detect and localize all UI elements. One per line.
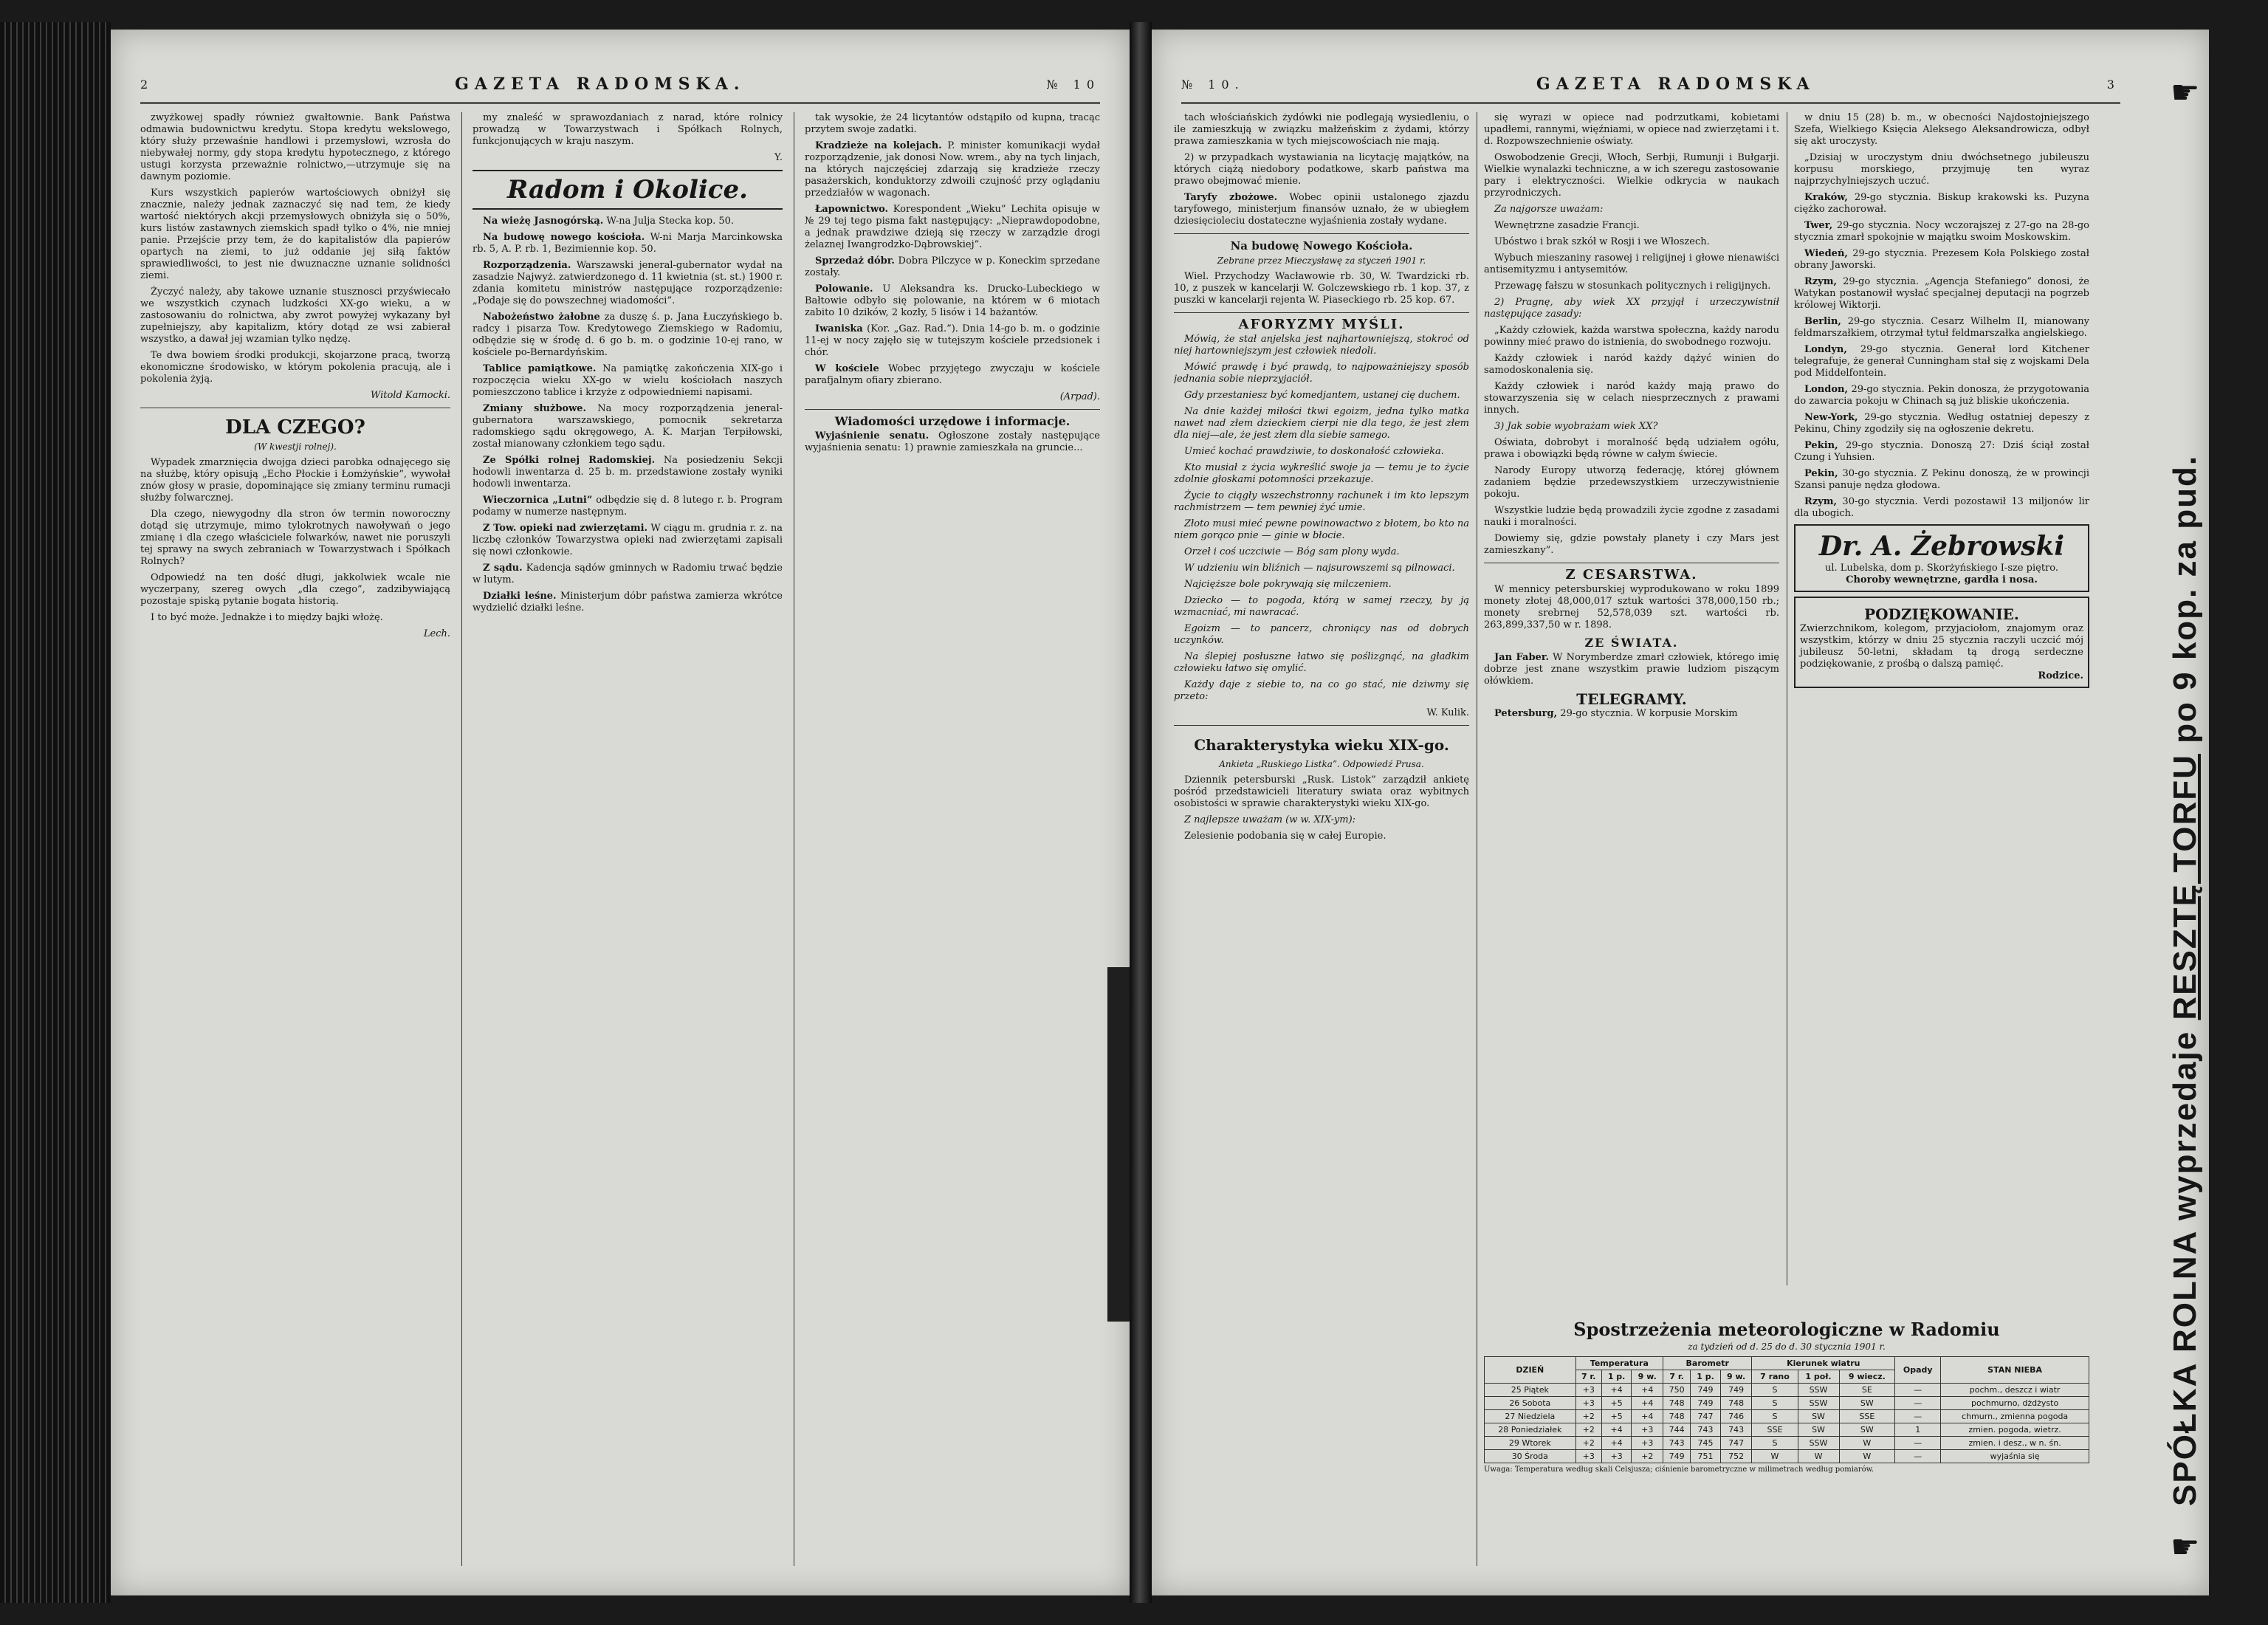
author-signature: Witold Kamocki. [370, 390, 450, 401]
pointing-hand-icon: ☛ [2171, 1528, 2200, 1566]
meteo-table-body [1485, 1384, 2089, 1463]
table-cell: 748 [1663, 1397, 1691, 1410]
aphorism: Życie to ciągły wszechstronny rachunek i im kto lepszym rachmistrzem — tem pewniej żyć umie. [1174, 490, 1469, 513]
paragraph: Wszystkie ludzie będą prowadzili życie zgodne z zasadami nauki i moralności. [1484, 505, 1779, 528]
aphorism: Umieć kochać prawdziwie, to doskonałość człowieka. [1184, 446, 1444, 457]
paragraph: Z najlepsze uważam (w w. XIX-ym): [1184, 814, 1356, 825]
aphorism: Gdy przestaniesz być komedjantem, ustanej cię duchem. [1184, 390, 1460, 401]
bleed-through-strip [1107, 967, 1130, 1322]
aphorism: W udzieniu win bliźnich — najsurowszemi są pilnowaci. [1184, 563, 1455, 574]
table-cell: 747 [1720, 1437, 1752, 1450]
author-signature: Y. [774, 152, 783, 163]
table-cell: +3 [1575, 1397, 1601, 1410]
list-item: Wybuch mieszaniny rasowej i religijnej i głowe nienawiści antisemityzmu i antysemitów. [1484, 252, 1779, 275]
table-cell: 25 Piątek [1485, 1384, 1576, 1397]
right-page-number: 3 [2106, 77, 2120, 92]
paragraph: 3) Jak sobie wyobrażam wiek XX? [1494, 421, 1658, 432]
table-cell: +5 [1601, 1410, 1632, 1423]
table-cell: wyjaśnia się [1941, 1450, 2089, 1463]
table-cell: 26 Sobota [1485, 1397, 1576, 1410]
table-row [1485, 1450, 2089, 1463]
news-item: Taryfy zbożowe. Wobec opinii ustalonego zjazdu taryfowego, ministerjum finansów uznało, że w ubiegłem dziesięcioleciu dostateczne wyjaśnienia zostały wydane. [1174, 192, 1469, 227]
table-cell: — [1895, 1384, 1941, 1397]
news-item: London, 29-go stycznia. Pekin donosza, że przygotowania do zawarcia pokoju w Chinach są już bliskie ukończenia. [1794, 384, 2089, 407]
table-cell: S [1752, 1397, 1798, 1410]
table-cell: +4 [1632, 1397, 1663, 1410]
table-row [1485, 1410, 2089, 1423]
table-cell: +2 [1632, 1450, 1663, 1463]
column-rule [461, 112, 462, 1566]
meteo-subtitle: za tydzień od d. 25 do d. 30 stycznia 1901 r. [1688, 1341, 1886, 1352]
table-cell: 743 [1720, 1423, 1752, 1437]
table-cell: 749 [1691, 1397, 1721, 1410]
meteo-section [1484, 1314, 2089, 1474]
table-cell: W [1839, 1450, 1895, 1463]
paragraph: Oświata, dobrobyt i moralność będą udziałem ogółu, prawa i obowiązki będą równe w całym świecie. [1484, 437, 1779, 460]
author-signature: Lech. [423, 628, 450, 639]
section-heading-official: Wiadomości urzędowe i informacje. [834, 414, 1071, 428]
news-item: Z sądu. Kadencja sądów gminnych w Radomiu trwać będzie w lutym. [472, 563, 783, 585]
paragraph: Te dwa bowiem środki produkcji, skojarzone pracą, tworzą ekonomiczne środowisko, w którym pokolenia pracują, ale i pokolenia żyją. [140, 350, 450, 385]
paragraph: Dla czego, niewygodny dla stron ów termin noworoczny dotąd się utrzymuje, mimo tylokrotnych nawoływań o jego zmianę i dla czego właściciele folwarków, nawet nie poruszyli tej sprawy na swych zebraniach w Towarzystwach i Spółkach Rolnych? [140, 509, 450, 567]
table-cell: 749 [1691, 1384, 1721, 1397]
right-column-2 [1484, 112, 1779, 1285]
table-cell: 749 [1663, 1450, 1691, 1463]
paragraph: Zelesienie podobania się w całej Europie. [1184, 831, 1386, 842]
table-cell: +5 [1601, 1397, 1632, 1410]
news-item: Berlin, 29-go stycznia. Cesarz Wilhelm II, mianowany feldmarszałkiem, otrzymał tytuł feldmarszałka angielskiego. [1794, 316, 2089, 339]
table-cell: 743 [1691, 1423, 1721, 1437]
table-cell: SSW [1798, 1397, 1839, 1410]
table-cell: S [1752, 1437, 1798, 1450]
paragraph: tach włościańskich żydówki nie podlegają wysiedleniu, o ile zamieszkują w związku małżeńskim z żydami, którzy prawa zamieszkania w tych miejscowościach nie mają. [1174, 112, 1469, 147]
torf-sale-advertisement: SPÓŁKA ROLNA wyprzedaje RESZTĘ TORFU po 9 kop. za pud. [2167, 454, 2203, 1506]
left-column-1 [140, 112, 450, 1566]
table-cell: +3 [1575, 1450, 1601, 1463]
table-row [1485, 1384, 2089, 1397]
book-gutter [1130, 22, 1152, 1603]
news-item: Rozporządzenia. Warszawski jeneral-gubernator wydał na zasadzie Najwyż. zatwierdzonego d. 11 kwietnia (st. st.) 1900 r. zdania komitetu ministrów następujące rozporządzenie: „Podaje się do powszechnej wiadomości”. [472, 260, 783, 306]
table-cell: +4 [1632, 1384, 1663, 1397]
table-subheader-row: 7 r. 1 p. 9 w. 7 r. 1 p. 9 w. 7 rano 1 poł. 9 wiecz. [1485, 1370, 2089, 1384]
table-cell: SW [1798, 1423, 1839, 1437]
table-cell: SW [1798, 1410, 1839, 1423]
paragraph: się wyrazi w opiece nad podrzutkami, kobietami upadłemi, rannymi, więźniami, w opiece nad zwierzętami i t. d. Rozpowszechnienie oświaty. [1484, 112, 1779, 147]
doctor-advertisement [1794, 524, 2089, 592]
table-cell: 745 [1691, 1437, 1721, 1450]
news-item: Rzym, 29-go stycznia. „Agencja Stefaniego” donosi, że Watykan postanowił wysłać specjalnej deputacji na pogrzeb królowej Wiktorji. [1794, 276, 2089, 311]
right-page-header [1181, 66, 2120, 104]
header-day: DZIEŃ [1485, 1357, 1576, 1384]
paragraph: Wiel. Przychodzy Wacławowie rb. 30, W. Twardzicki rb. 10, z puszek w kancelarji W. Golczewskiego rb. 1 kop. 37, z puszki w kancelarji rejenta W. Piaseckiego rb. 25 kop. 67. [1174, 271, 1469, 306]
paragraph: Narody Europy utworzą federację, której głównem zadaniem będzie przedewszystkiem urzeczywistnienie pokoju. [1484, 465, 1779, 500]
table-cell: +4 [1632, 1410, 1663, 1423]
table-row [1485, 1397, 2089, 1410]
news-item: Iwaniska (Kor. „Gaz. Rad.”). Dnia 14-go b. m. o godzinie 11-ej w nocy zajęło się w tutejszym kościele przedsionek i chór. [805, 323, 1100, 358]
table-cell: SSW [1798, 1384, 1839, 1397]
news-item: Jan Faber. W Norymberdze zmarł człowiek, którego imię dobrze jest znane wszystkim prawie ludziom piszącym ołówkiem. [1484, 652, 1779, 687]
news-item: Nabożeństwo żałobne za duszę ś. p. Jana Łuczyńskiego b. radcy i pisarza Tow. Kredytowego Ziemskiego w Radomiu, odbędzie się w środę d. 6 go b. m. o godzinie 10-ej rano, w kościele po-Bernardyńskim. [472, 312, 783, 358]
table-cell: pochmurno, dżdżysto [1941, 1397, 2089, 1410]
paragraph: Życzyć należy, aby takowe uznanie stusznosci przyświecało we wszystkich czynach ludzkości XX-go wieku, a w zastosowaniu do rolnictwa, aby zwrot powyżej wykazany był zupełniejszy, aby kapitalizm, który dotąd ze wsi zabierał wszystko, a dawał jej wzamian tylko nędzę. [140, 286, 450, 345]
table-cell: 748 [1720, 1397, 1752, 1410]
paragraph: „Każdy człowiek, każda warstwa społeczna, każdy narodu powinny mieć prawo do istnienia, do swobodnego rozwoju. [1484, 325, 1779, 348]
news-item: Petersburg, 29-go stycznia. W korpusie Morskim [1494, 708, 1738, 719]
table-cell: — [1895, 1397, 1941, 1410]
news-item: Z Tow. opieki nad zwierzętami. W ciągu m. grudnia r. z. na liczbę członków Towarzystwa opieki nad zwierzętami zapisali się nowi członkowie. [472, 523, 783, 557]
pointing-hand-icon: ☛ [2171, 74, 2200, 111]
table-cell: — [1895, 1410, 1941, 1423]
paragraph: Kurs wszystkich papierów wartościowych obniżył się znacznie, należy jednak zaznaczyć się nad tem, że kiedy wartość niektórych akcji przemysłowych obniżyła się o 50%, kurs listów zastawnych ziemskich spadł tylko o 4%, nie mniej panie. Przejście przy tem, że do kapitalistów dla papierów opartych na ziemi, to już oddanie jej siłą faktów sprawiedliwości, to jest nie dwuznaczne uznanie solidności ziemi. [140, 188, 450, 281]
table-cell: +2 [1575, 1437, 1601, 1450]
thanks-text: Zwierzchnikom, kolegom, przyjaciołom, znajomym oraz wszystkim, którzy w dniu 25 stycznia raczyli uczcić mój jubileusz 50-letni, składam tą drogą serdeczne podziękowanie, z prośbą o dalszą pamięć. [1800, 623, 2083, 670]
section-heading-church: Na budowę Nowego Kościoła. [1230, 239, 1413, 252]
news-item: Twer, 29-go stycznia. Nocy wczorajszej z 27-go na 28-go stycznia zmarł spokojnie w majątku swoim Moskowskim. [1794, 220, 2089, 243]
aphorism: Każdy daje z siebie to, na co go stać, nie dziwmy się przeto: [1174, 679, 1469, 702]
table-cell: chmurn., zmienna pogoda [1941, 1410, 2089, 1423]
paragraph: Dowiemy się, gdzie powstały planety i czy Mars jest zamieszkany”. [1484, 533, 1779, 556]
header-sky: STAN NIEBA [1941, 1357, 2089, 1384]
aphorism: Egoizm — to pancerz, chroniący nas od dobrych uczynków. [1174, 623, 1469, 646]
table-cell: S [1752, 1410, 1798, 1423]
table-cell: +4 [1601, 1384, 1632, 1397]
news-item: Wiedeń, 29-go stycznia. Prezesem Koła Polskiego został obrany Jaworski. [1794, 248, 2089, 271]
table-cell: 748 [1663, 1410, 1691, 1423]
table-cell: 747 [1691, 1410, 1721, 1423]
doctor-address: ul. Lubelska, dom p. Skorżyńskiego I-sze piętro. [1824, 563, 2059, 574]
aphorism: Na dnie każdej miłości tkwi egoizm, jedna tylko matka nawet nad złem dzieckiem cierpi nie dla tego, że jest złem dla niej—ale, że jest złem dla siebie samego. [1174, 406, 1469, 441]
news-item: Polowanie. U Aleksandra ks. Drucko-Lubeckiego w Bałtowie odbyło się polowanie, na którem w 6 miotach zabito 10 dzików, 2 kozły, 5 lisów i 14 bażantów. [805, 284, 1100, 318]
table-cell: 29 Wtorek [1485, 1437, 1576, 1450]
right-issue-number: № 10. [1181, 77, 1245, 92]
aphorism-list [1174, 334, 1469, 703]
right-column-3 [1794, 112, 2089, 1285]
table-cell: +3 [1632, 1423, 1663, 1437]
news-item: Ze Spółki rolnej Radomskiej. Na posiedzeniu Sekcji hodowli inwentarza d. 25 b. m. przedstawione zostały wyniki hodowli inwentarza. [472, 455, 783, 489]
paragraph: W mennicy petersburskiej wyprodukowano w roku 1899 monety złotej 48,000,017 sztuk wartości 378,000,150 rb.; monety srebrnej 52,578,039 szt. wartości rb. 263,899,337,50 w r. 1898. [1484, 584, 1779, 631]
paragraph: Oswobodzenie Grecji, Włoch, Serbji, Rumunji i Bułgarji. Wielkie wynalazki techniczne, a w ich szeregu zastosowanie pary i elektryczności. Wielkie odkrycia w naukach przyrodniczych. [1484, 152, 1779, 199]
table-cell: pochm., deszcz i wiatr [1941, 1384, 2089, 1397]
thanks-signature: Rodzice. [2038, 670, 2083, 681]
news-item: Na wieżę Jasnogórską. W-na Julja Stecka kop. 50. [483, 216, 735, 227]
divider [1174, 312, 1469, 313]
paragraph: 2) Pragnę, aby wiek XX przyjął i urzeczywistnił następujące zasady: [1484, 297, 1779, 320]
table-cell: zmien. pogoda, wietrz. [1941, 1423, 2089, 1437]
news-item: Zmiany służbowe. Na mocy rozporządzenia jeneral-gubernatora warszawskiego, pomocnik sekretarza radomskiego sądu okręgowego, A. K. Marjan Terpiłowski, został mianowany członkiem tego sądu. [472, 403, 783, 450]
aphorism: Złoto musi mieć pewne powinowactwo z błotem, bo kto na niem gorąco pnie — ginie w błocie. [1174, 518, 1469, 541]
list-item: Wewnętrzne zasadzie Francji. [1494, 220, 1640, 231]
paragraph: I to być może. Jednakże i to między bajki włożę. [151, 612, 383, 623]
table-cell: S [1752, 1384, 1798, 1397]
table-cell: — [1895, 1437, 1941, 1450]
table-cell: 28 Poniedziałek [1485, 1423, 1576, 1437]
paragraph: Każdy człowiek i naród każdy dążyć winien do samodoskonalenia się. [1484, 353, 1779, 376]
table-cell: +2 [1575, 1423, 1601, 1437]
article-subheading: (W kwestji rolnej). [254, 442, 337, 452]
table-cell: 744 [1663, 1423, 1691, 1437]
table-cell: +4 [1601, 1437, 1632, 1450]
thanks-advertisement [1794, 597, 2089, 688]
section-heading-telegrams: TELEGRAMY. [1576, 690, 1687, 708]
divider [1174, 233, 1469, 234]
aphorism: Najcięższe bole pokrywają się milczeniem. [1184, 579, 1392, 590]
left-page-header [140, 66, 1100, 104]
table-cell: 751 [1691, 1450, 1721, 1463]
list-item: Przewagę fałszu w stosunkach politycznych i religijnych. [1494, 281, 1771, 292]
list-item: Ubóstwo i brak szkół w Rosji i we Włoszech. [1494, 236, 1710, 247]
meteo-title: Spostrzeżenia meteorologiczne w Radomiu [1573, 1319, 2000, 1340]
news-item: New-York, 29-go stycznia. Według ostatniej depeszy z Pekinu, Chiny zgodziły się na ogłoszenie dekretu. [1794, 412, 2089, 435]
header-barometer: Barometr [1663, 1357, 1752, 1370]
left-column-2 [472, 112, 783, 1566]
paragraph: zwyżkowej spadły również gwałtownie. Bank Państwa odmawia budownictwu kredytu. Stopa kredytu wekslowego, który służy przewaśnie handlowi i przemysłowi, wzrosła do niebywałej normy, gdy stopa kredytu hypotecznego, z którego ustugi korzysta przeważnie rolnictwo,—utrzymuje się na dawnym poziomie. [140, 112, 450, 182]
news-item: Kraków, 29-go stycznia. Biskup krakowski ks. Puzyna ciężko zachorował. [1794, 192, 2089, 215]
news-item: Rzym, 30-go stycznia. Verdi pozostawił 13 miljonów lir dla ubogich. [1794, 496, 2089, 519]
news-item: Na budowę nowego kościoła. W-ni Marja Marcinkowska rb. 5, A. P. rb. 1, Bezimiennie kop. 50. [472, 232, 783, 255]
aphorism: Mówią, że stał anjelska jest najhartowniejszą, stokroć od niej hartowniejszym jest człowiek niedoli. [1174, 334, 1469, 357]
table-cell: 27 Niedziela [1485, 1410, 1576, 1423]
paragraph: Za najgorsze uważam: [1494, 204, 1604, 215]
aphorism: Dziecko — to pogoda, którą w samej rzeczy, by ją wzmacniać, mi nawracać. [1174, 595, 1469, 618]
table-header-row [1485, 1357, 2089, 1370]
news-list [472, 216, 783, 614]
right-page [1152, 30, 2209, 1595]
left-masthead: GAZETA RADOMSKA. [455, 75, 746, 94]
table-cell: 752 [1720, 1450, 1752, 1463]
news-item: Pekin, 29-go stycznia. Donoszą 27: Dziś ściął został Czung i Yuhsien. [1794, 440, 2089, 463]
section-heading-radom: Radom i Okolice. [472, 170, 783, 210]
paragraph: Dziennik petersburski „Rusk. Listok” zarządził ankietę pośród przedstawicieli literatury swiata oraz wybitnych osobistości w sprawie charakterystyki wieku XIX-go. [1174, 774, 1469, 809]
aphorism: Mówić prawdę i być prawdą, to najpoważniejszy sposób jednania sobie nieprzyjaciół. [1174, 362, 1469, 385]
divider [1174, 725, 1469, 726]
header-wind: Kierunek wiatru [1752, 1357, 1895, 1370]
table-cell: 743 [1663, 1437, 1691, 1450]
doctor-specialty: Choroby wewnętrzne, gardła i nosa. [1846, 574, 2038, 585]
paragraph: w dniu 15 (28) b. m., w obecności Najdostojniejszego Szefa, Wielkiego Księcia Aleksego Aleksandrowicza, odbył się akt uroczysty. [1794, 112, 2089, 147]
left-page [111, 30, 1130, 1595]
paragraph: my znaleść w sprawozdaniach z narad, które rolnicy prowadzą w Towarzystwach i Spółkach Rolnych, funkcjonujących w kraju naszym. [472, 112, 783, 147]
left-issue-number: № 10 [1046, 77, 1100, 92]
right-masthead: GAZETA RADOMSKA [1536, 75, 1815, 94]
paragraph: Wypadek zmarznięcia dwojga dzieci parobka odnajęcego się na służbę, który opisują „Echo Płockie i Łomżyńskie”, wywołał znów głosy w prasie, dopominające się zmiany terminu rumacji służby folwarcznej. [140, 457, 450, 504]
table-cell: 30 Środa [1485, 1450, 1576, 1463]
table-cell: 1 [1895, 1423, 1941, 1437]
meteo-table [1484, 1356, 2089, 1463]
news-item: Pekin, 30-go stycznia. Z Pekinu donoszą, że w prowincji Szansi panuje nędza głodowa. [1794, 468, 2089, 491]
table-cell: W [1839, 1437, 1895, 1450]
news-item: Sprzedaż dóbr. Dobra Pilczyce w p. Koneckim sprzedane zostały. [805, 255, 1100, 278]
left-page-number: 2 [140, 77, 154, 92]
table-cell: +3 [1632, 1437, 1663, 1450]
thanks-heading: PODZIĘKOWANIE. [1864, 605, 2019, 623]
table-row [1485, 1437, 2089, 1450]
table-cell: zmien. i desz., w n. śn. [1941, 1437, 2089, 1450]
table-row [1485, 1423, 2089, 1437]
aphorism: Orzeł i coś uczciwie — Bóg sam plony wyda. [1184, 546, 1400, 557]
aphorism: Na ślepiej posłuszne łatwo się poślizgnąć, na gładkim człowieku łatwo się omylić. [1174, 651, 1469, 674]
table-cell: SSE [1752, 1423, 1798, 1437]
table-cell: +3 [1575, 1384, 1601, 1397]
header-temperature: Temperatura [1575, 1357, 1663, 1370]
table-cell: SW [1839, 1423, 1895, 1437]
doctor-name: Dr. A. Żebrowski [1818, 531, 2065, 562]
author-signature: (Arpad). [1059, 391, 1100, 402]
news-item: Londyn, 29-go stycznia. Generał lord Kitchener telegrafuje, że generał Cunningham stał się z wojskami Dela pod Middelfontein. [1794, 344, 2089, 379]
page-edge-stack [0, 22, 111, 1603]
paragraph: Odpowiedź na ten dość długi, jakkolwiek wcale nie wyczerpany, szereg owych „dla czego”, zadzibywiającą pozostaje spiską pytanie bogata historią. [140, 572, 450, 607]
aphorism: Kto musiał z życia wykreślić swoje ja — temu je to życie zdolnie głoskami potomności przekazuje. [1174, 462, 1469, 485]
news-item: Wyjaśnienie senatu. Ogłoszone zostały następujące wyjaśnienia senatu: 1) prawnie zamieszkała na gruncie... [805, 430, 1100, 453]
article-heading: DLA CZEGO? [225, 416, 365, 439]
news-item: tak wysokie, że 24 licytantów odstąpiło od kupna, tracąc przytem swoje zadatki. [805, 112, 1100, 135]
paragraph: 2) w przypadkach wystawiania na licytację majątków, na których ciążą niedobory podatkowe, skarb państwa ma prawo obejmować mienie. [1174, 152, 1469, 187]
paragraph: Każdy człowiek i naród każdy mają prawo do stowarzyszenia się w celach niesprzecznych z prawami innych. [1484, 381, 1779, 416]
section-heading-aphorisms: AFORYZMY MYŚLI. [1238, 317, 1405, 332]
section-heading-empire: Z CESARSTWA. [1565, 567, 1698, 583]
news-item: Tablice pamiątkowe. Na pamiątkę zakończenia XIX-go i rozpoczęcia wieku XX-go w wielu kościołach naszych pomieszczono tablice i krzyże z odpowiedniemi napisami. [472, 363, 783, 398]
table-cell: 749 [1720, 1384, 1752, 1397]
right-column-1 [1174, 112, 1469, 1566]
table-cell: SW [1839, 1397, 1895, 1410]
news-item: Wieczornica „Lutni” odbędzie się d. 8 lutego r. b. Program podamy w numerze następnym. [472, 495, 783, 518]
author-signature: W. Kulik. [1426, 707, 1469, 718]
section-heading-world: ZE ŚWIATA. [1584, 636, 1679, 650]
table-cell: SSE [1839, 1410, 1895, 1423]
meteo-note: Uwaga: Temperatura według skali Celsjusza; ciśnienie barometryczne w milimetrach według pomiarów. [1484, 1466, 1874, 1474]
table-cell: +4 [1601, 1423, 1632, 1437]
section-heading-character: Charakterystyka wieku XIX-go. [1194, 736, 1449, 754]
table-cell: SE [1839, 1384, 1895, 1397]
news-item: W kościele Wobec przyjętego zwyczaju w kościele parafjalnym ofiary zbierano. [805, 363, 1100, 386]
table-cell: +2 [1575, 1410, 1601, 1423]
section-subheading: Zebrane przez Mieczysławę za styczeń 1901 r. [1217, 255, 1426, 266]
table-cell: 750 [1663, 1384, 1691, 1397]
divider [805, 409, 1100, 410]
header-rain: Opady [1895, 1357, 1941, 1384]
table-cell: — [1895, 1450, 1941, 1463]
table-cell: W [1798, 1450, 1839, 1463]
news-item: Łapownictwo. Korespondent „Wieku” Lechita opisuje w № 29 tej tego pisma fakt następujący: „Nieprawdopodobne, a jednak prawdziwe dzieją się rzeczy w zarządzie drogi żelaznej Iwangrodzko-Dąbrowskiej”. [805, 204, 1100, 250]
table-cell: SSW [1798, 1437, 1839, 1450]
paragraph: „Dzisiaj w uroczystym dniu dwóchsetnego jubileuszu korpusu morskiego, przyjmuję ten wyraz najprzychylniejszych uczuć. [1794, 152, 2089, 187]
news-item: Kradzieże na kolejach. P. minister komunikacji wydał rozporządzenie, jak donosi Now. wrem., aby na tych linjach, na których najczęściej zdarzają się kradzieże rzeczy pasażerskich, konduktorzy zdwoili czujność przy oglądaniu przedziałów w wagonach. [805, 140, 1100, 199]
table-cell: W [1752, 1450, 1798, 1463]
table-cell: 746 [1720, 1410, 1752, 1423]
table-cell: +3 [1601, 1450, 1632, 1463]
section-subheading: Ankieta „Ruskiego Listka”. Odpowiedź Prusa. [1219, 759, 1424, 769]
news-item: Działki leśne. Ministerjum dóbr państwa zamierza wkrótce wydzielić działki leśne. [472, 591, 783, 614]
left-column-3 [805, 112, 1100, 1566]
